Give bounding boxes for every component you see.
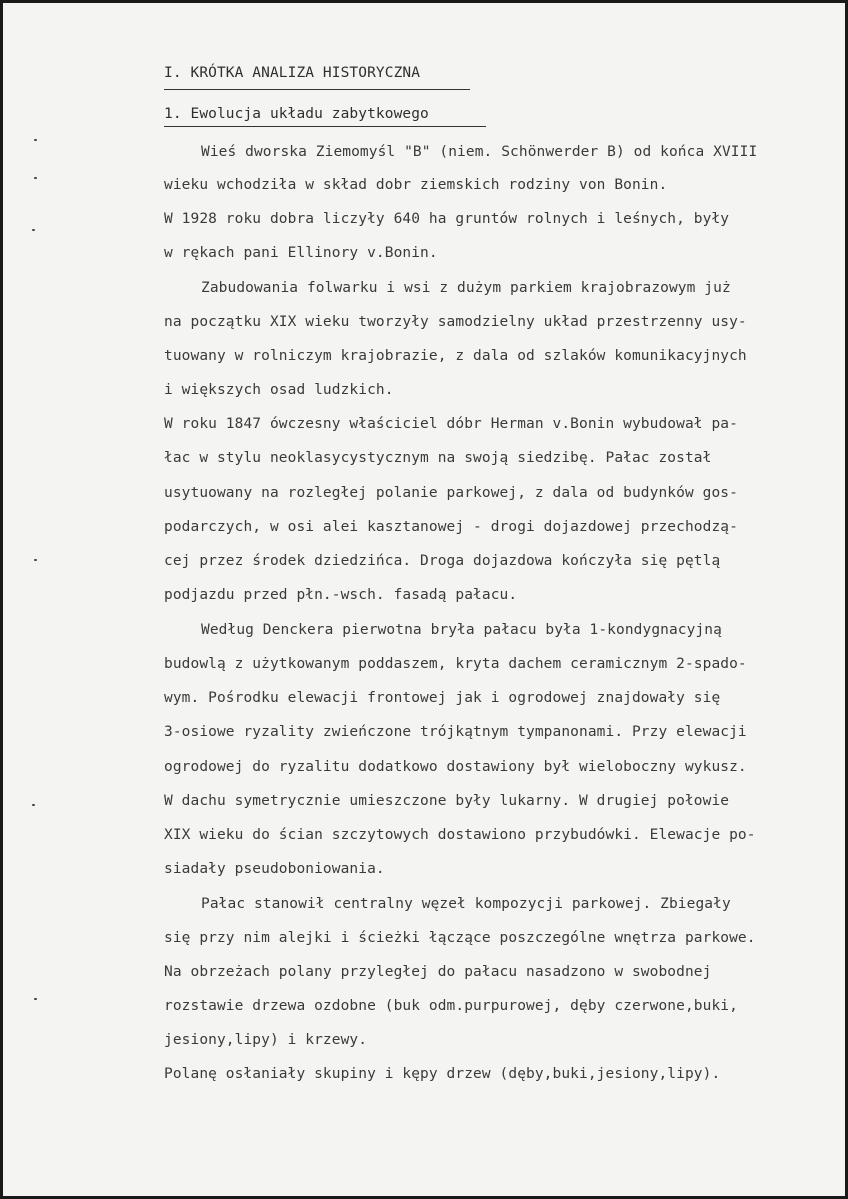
margin-mark <box>32 804 35 806</box>
text-line: wieku wchodziła w skład dobr ziemskich rodziny von Bonin. <box>164 177 668 193</box>
text-line: Wieś dworska Ziemomyśl "B" (niem. Schönwerder B) od końca XVIII <box>201 144 758 160</box>
heading-underline <box>164 89 470 90</box>
text-line: jesiony,lipy) i krzewy. <box>164 1032 368 1048</box>
margin-mark <box>34 559 37 561</box>
margin-mark <box>34 998 37 1000</box>
text-line: W 1928 roku dobra liczyły 640 ha gruntów rolnych i leśnych, były <box>164 211 730 227</box>
text-line: się przy nim alejki i ścieżki łączące poszczególne wnętrza parkowe. <box>164 930 756 946</box>
subsection-heading: 1. Ewolucja układu zabytkowego <box>164 106 429 122</box>
document-page <box>3 3 845 1196</box>
text-line: Na obrzeżach polany przyległej do pałacu nasadzono w swobodnej <box>164 964 712 980</box>
text-line: tuowany w rolniczym krajobrazie, z dala od szlaków komunikacyjnych <box>164 348 747 364</box>
text-line: 3-osiowe ryzality zwieńczone trójkątnym tympanonami. Przy elewacji <box>164 724 747 740</box>
text-line: cej przez środek dziedzińca. Droga dojazdowa kończyła się pętlą <box>164 553 721 569</box>
text-line: i większych osad ludzkich. <box>164 382 394 398</box>
text-line: podjazdu przed płn.-wsch. fasadą pałacu. <box>164 587 518 603</box>
text-line: budowlą z użytkowanym poddaszem, kryta dachem ceramicznym 2-spado- <box>164 656 747 672</box>
text-line: na początku XIX wieku tworzyły samodzielny układ przestrzenny usy- <box>164 314 747 330</box>
margin-mark <box>32 229 35 231</box>
text-line: Według Denckera pierwotna bryła pałacu była 1-kondygnacyjną <box>201 622 722 638</box>
text-line: ogrodowej do ryzalitu dodatkowo dostawiony był wieloboczny wykusz. <box>164 759 747 775</box>
text-line: Polanę osłaniały skupiny i kępy drzew (dęby,buki,jesiony,lipy). <box>164 1066 721 1082</box>
text-line: podarczych, w osi alei kasztanowej - drogi dojazdowej przechodzą- <box>164 519 738 535</box>
text-line: usytuowany na rozległej polanie parkowej, z dala od budynków gos- <box>164 485 738 501</box>
text-line: W dachu symetrycznie umieszczone były lukarny. W drugiej połowie <box>164 793 730 809</box>
subheading-underline <box>164 126 486 127</box>
margin-mark <box>34 139 37 141</box>
margin-mark <box>34 177 37 179</box>
text-line: w rękach pani Ellinory v.Bonin. <box>164 245 438 261</box>
section-heading: I. KRÓTKA ANALIZA HISTORYCZNA <box>164 65 421 81</box>
text-line: rozstawie drzewa ozdobne (buk odm.purpurowej, dęby czerwone,buki, <box>164 998 738 1014</box>
text-line: Zabudowania folwarku i wsi z dużym parkiem krajobrazowym już <box>201 280 731 296</box>
text-line: wym. Pośrodku elewacji frontowej jak i ogrodowej znajdowały się <box>164 690 721 706</box>
text-line: W roku 1847 ówczesny właściciel dóbr Herman v.Bonin wybudował pa- <box>164 416 738 432</box>
text-line: XIX wieku do ścian szczytowych dostawiono przybudówki. Elewacje po- <box>164 827 756 843</box>
text-line: łac w stylu neoklasycystycznym na swoją siedzibę. Pałac został <box>164 450 712 466</box>
text-line: Pałac stanowił centralny węzeł kompozycji parkowej. Zbiegały <box>201 896 731 912</box>
text-line: siadały pseudoboniowania. <box>164 861 385 877</box>
